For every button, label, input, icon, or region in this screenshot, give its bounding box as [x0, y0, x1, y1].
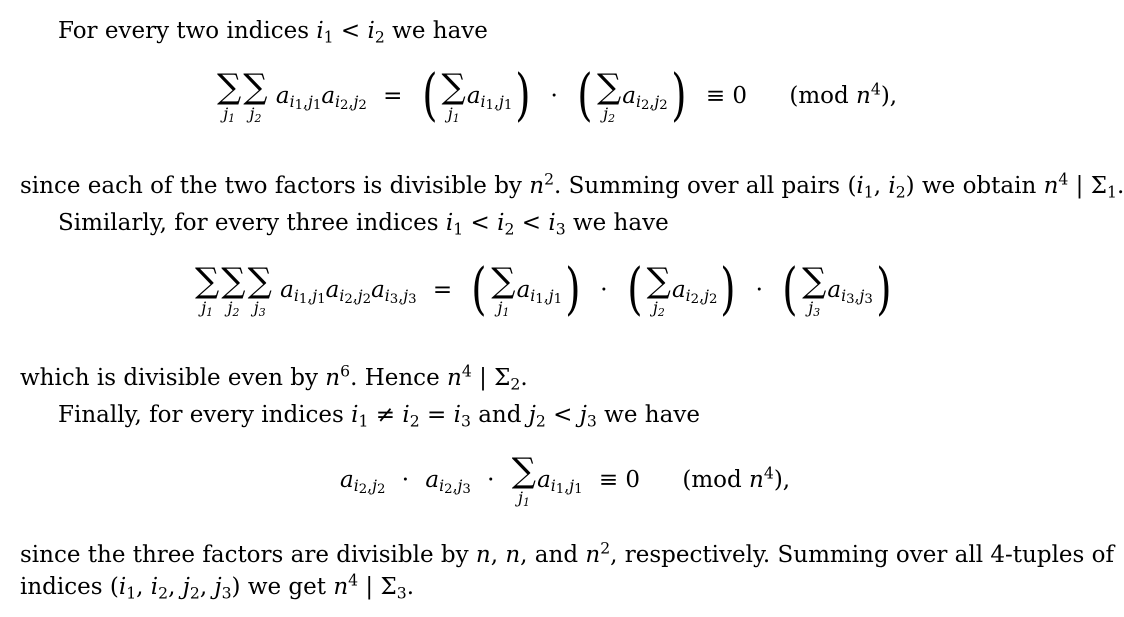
right-paren: ): [670, 63, 687, 128]
sum-j2-factor: ∑ $j_2$: [596, 67, 622, 126]
p6-text-3: , respectively. Summing over all 4-tuples of: [610, 542, 1115, 568]
paragraph-7: indices ($i_1$, $i_2$, $j_2$, $j_3$) we get $n^4$ | $\Sigma_3$.: [20, 570, 415, 603]
p4-text-2: . Hence: [350, 365, 447, 391]
paragraph-6: since the three factors are divisible by n, n, and $n^2$, respectively. Summing over all 4-tuples of: [20, 538, 1115, 568]
p1-math-inequality: $i_1 < i_2$: [316, 18, 385, 47]
p6-text-1: since the three factors are divisible by: [20, 542, 476, 568]
p5-text-mid: and: [470, 402, 529, 428]
p1-text-before: For every two indices: [58, 18, 317, 44]
p5-text-after: we have: [596, 402, 700, 428]
display-equation-2: ∑ $j_1$ ∑ $j_2$ ∑ $j_3$ $a_{i_1,j_1}a_{i_2,j_2}a_{i_3,j_3}$ = ( ∑ $j_1$ $a_{i_1,j_1}$) · ( ∑ $j_2$ $a_{i_2,j_2}$) · ( ∑ $j_3$ $a_{i_3,j_3}$): [195, 257, 892, 322]
paragraph-5: Finally, for every indices $i_1 \ne i_2 = i_3$ and $j_2 < j_3$ we have: [58, 402, 700, 431]
paragraph-3: Similarly, for every three indices $i_1 < i_2 < i_3$ we have: [58, 210, 669, 239]
display-equation-3: $a_{i_2,j_2} \cdot a_{i_2,j_3}$ · ∑ $j_1$ $a_{i_1,j_1} \equiv 0$ (mod $n^4$),: [340, 451, 791, 510]
sum-j2: ∑ $j_2$: [243, 67, 268, 126]
p2-text-1: since each of the two factors is divisible by: [20, 173, 530, 199]
p3-text-before: Similarly, for every three indices: [58, 210, 446, 236]
p3-text-after: we have: [565, 210, 669, 236]
left-paren: (: [577, 63, 593, 128]
paragraph-2: since each of the two factors is divisible by $n^2$. Summing over all pairs ($i_1$, $i_2$) we obtain $n^4$ | $\Sigma_1$.: [20, 169, 1124, 202]
p6-text-2: , and: [520, 542, 586, 568]
p1-text-after: we have: [384, 18, 488, 44]
left-paren: (: [421, 63, 438, 128]
p4-text-1: which is divisible even by: [20, 365, 326, 391]
modulus: (mod $n^4$),: [789, 79, 898, 109]
paragraph-4: which is divisible even by $n^6$. Hence $n^4$ | $\Sigma_2$.: [20, 361, 528, 394]
p2-text-2: . Summing over all pairs: [554, 173, 848, 199]
product-term: $a_{i_1,j_1}a_{i_2,j_2}$: [275, 83, 367, 114]
dot-operator: ·: [550, 83, 558, 109]
p7-text-1: indices: [20, 574, 110, 600]
congruence: ≡ 0: [705, 83, 748, 109]
p7-text-2: we get: [240, 574, 334, 600]
equals-sign: =: [383, 83, 403, 109]
sum-j1-factor: ∑ $j_1$: [441, 67, 466, 126]
right-paren: ): [515, 63, 531, 128]
p2-text-3: we obtain: [914, 173, 1044, 199]
paragraph-1: [58, 17, 488, 45]
display-equation-1: ∑ $j_1$ ∑ $j_2$ $a_{i_1,j_1}a_{i_2,j_2}$ = ( ∑ $j_1$ $a_{i_1,j_1}$) · ( ∑ $j_2$ $a_{i_2,j_2}) \equiv 0$ (mod $n^4$),: [217, 63, 898, 128]
p5-text-before: Finally, for every indices: [58, 402, 352, 428]
sum-j1: ∑ $j_1$: [217, 67, 242, 126]
